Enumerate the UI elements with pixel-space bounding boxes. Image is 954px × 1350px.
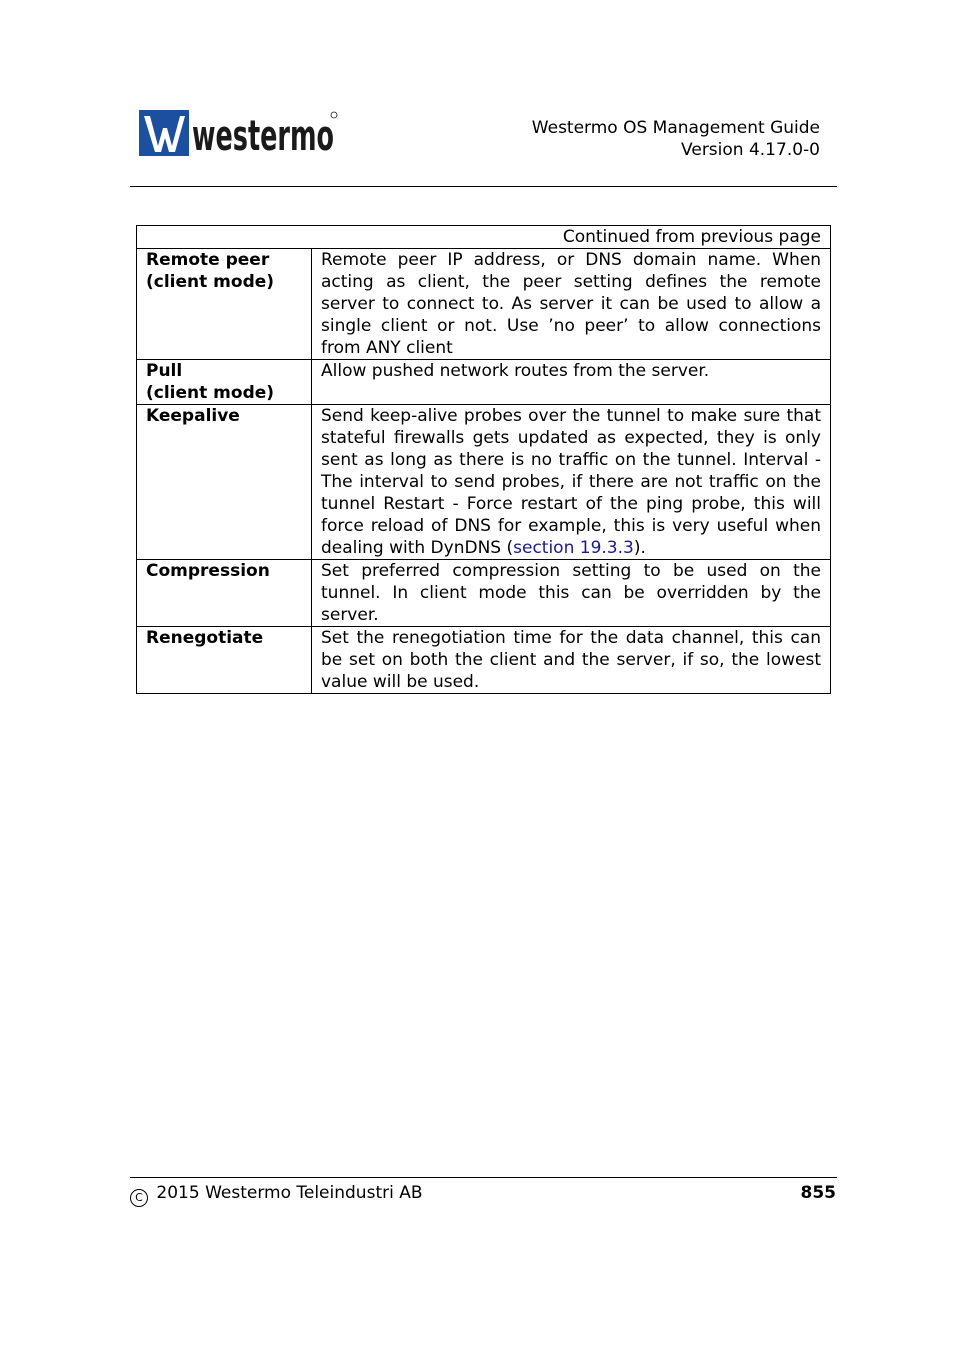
parameter-description: Allow pushed network routes from the server.: [312, 360, 831, 405]
parameter-table: [136, 225, 831, 694]
westermo-logo: [139, 110, 339, 158]
page-number: 855: [800, 1183, 836, 1203]
table-row: [137, 405, 831, 560]
header-divider: [130, 186, 837, 187]
parameter-name: Renegotiate: [137, 627, 312, 694]
parameter-name: Pull (client mode): [137, 360, 312, 405]
document-header: [532, 117, 820, 161]
continued-note: Continued from previous page: [137, 226, 831, 249]
parameter-name: Remote peer (client mode): [137, 249, 312, 360]
section-link[interactable]: section 19.3.3: [513, 538, 634, 558]
table-row: [137, 360, 831, 405]
guide-version: Version 4.17.0-0: [681, 140, 820, 160]
parameter-description: Remote peer IP address, or DNS domain name. When acting as client, the peer setting defines the remote server to connect to. As server it can be used to allow a single client or not. Use ’no peer’ to allow connections from ANY client: [312, 249, 831, 360]
parameter-name: Compression: [137, 560, 312, 627]
table-row: [137, 226, 831, 249]
parameter-description: Set preferred compression setting to be used on the tunnel. In client mode this can be overridden by the server.: [312, 560, 831, 627]
parameter-description: Set the renegotiation time for the data channel, this can be set on both the client and the server, if so, the lowest value will be used.: [312, 627, 831, 694]
parameter-description: Send keep-alive probes over the tunnel to make sure that stateful firewalls gets updated as expected, they is only sent as long as there is no traffic on the tunnel. Interval - The interval to send probes, if there are not traffic on the tunnel Restart - Force restart of the ping probe, this will force reload of DNS for example, this is very useful when dealing with DynDNS (section 19.3.3).: [312, 405, 831, 560]
copyright-text: 2015 Westermo Teleindustri AB: [156, 1183, 423, 1203]
guide-title: Westermo OS Management Guide: [531, 118, 820, 138]
copyright-notice: [130, 1182, 423, 1207]
copyright-icon: C: [130, 1189, 148, 1207]
parameter-name: Keepalive: [137, 405, 312, 560]
table-row: [137, 627, 831, 694]
logo-wordmark: westermo: [192, 111, 334, 160]
footer-divider: [130, 1177, 837, 1178]
table-row: [137, 249, 831, 360]
table-row: [137, 560, 831, 627]
